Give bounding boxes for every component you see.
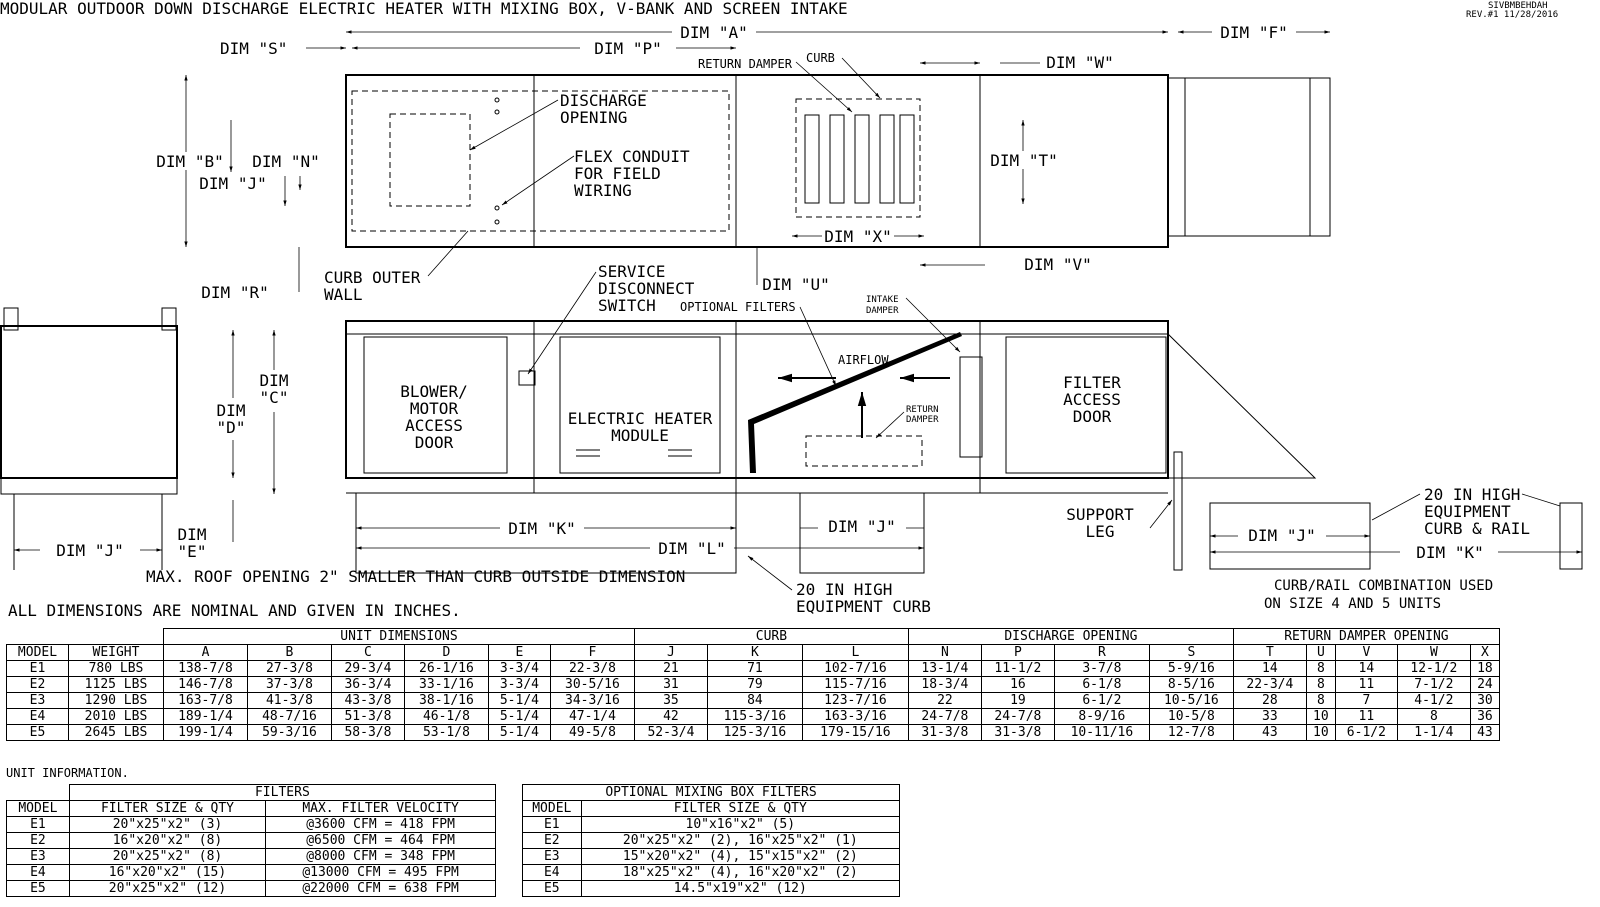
column-header: FILTER SIZE & QTY (69, 801, 265, 817)
end-view-outline (1, 326, 177, 478)
table-cell: 42 (634, 709, 707, 725)
table-cell: 10"x16"x2" (5) (581, 817, 899, 833)
table-cell: 10-11/16 (1054, 725, 1149, 741)
table-cell: 20"x25"x2" (8) (69, 849, 265, 865)
discharge-label-1: DISCHARGE (560, 91, 647, 110)
return-damper-blades (805, 115, 914, 203)
table-cell: 53-1/8 (404, 725, 488, 741)
discharge-opening-dashed (390, 114, 470, 206)
table-cell: 20"x25"x2" (12) (69, 881, 265, 897)
table-cell: @22000 CFM = 638 FPM (266, 881, 496, 897)
filter-label-2: ACCESS (1063, 390, 1121, 409)
table-cell: @6500 CFM = 464 FPM (266, 833, 496, 849)
table-cell: 35 (634, 693, 707, 709)
group-header: UNIT DIMENSIONS (163, 629, 634, 645)
table-cell: 49-5/8 (550, 725, 634, 741)
revision-label: REV.#1 11/28/2016 (1466, 10, 1559, 20)
table-cell: 2645 LBS (69, 725, 164, 741)
column-header: U (1306, 645, 1335, 661)
filter-label-1: FILTER (1063, 373, 1121, 392)
table-cell: 179-15/16 (802, 725, 908, 741)
disconnect-switch-icon (519, 371, 535, 385)
table-cell: 58-3/8 (331, 725, 404, 741)
support-leg (1174, 452, 1182, 570)
table-cell: 16"x20"x2" (8) (69, 833, 265, 849)
table-cell: 31-3/8 (908, 725, 981, 741)
table-cell: 18-3/4 (908, 677, 981, 693)
table-cell: 115-3/16 (707, 709, 802, 725)
group-header: FILTERS (69, 785, 495, 801)
curb20-label-1: 20 IN HIGH (796, 580, 893, 599)
column-header: K (707, 645, 802, 661)
table-cell: 24-7/8 (908, 709, 981, 725)
filters-table (6, 784, 496, 897)
table-cell: 30 (1470, 693, 1499, 709)
side-unit-outline (346, 321, 1168, 478)
heater-label-2: MODULE (611, 426, 669, 445)
table-cell: 4-1/2 (1397, 693, 1470, 709)
table-cell: 6-1/8 (1054, 677, 1149, 693)
table-cell: E1 (7, 661, 69, 677)
column-header: J (634, 645, 707, 661)
table-row (7, 865, 496, 881)
table-cell: 189-1/4 (163, 709, 247, 725)
table-cell: E2 (7, 833, 70, 849)
table-cell: E3 (523, 849, 582, 865)
group-header: OPTIONAL MIXING BOX FILTERS (523, 785, 900, 801)
dim-r-label: DIM "R" (201, 283, 269, 302)
dim-l-label: DIM "L" (658, 539, 726, 558)
table-cell: 10-5/16 (1149, 693, 1233, 709)
column-header: N (908, 645, 981, 661)
filter-label-3: DOOR (1072, 407, 1112, 426)
dim-j-label: DIM "J" (199, 174, 267, 193)
group-header: DISCHARGE OPENING (908, 629, 1233, 645)
table-cell: 12-1/2 (1397, 661, 1470, 677)
return-damper-side (806, 436, 922, 466)
dim-x-label: DIM "X" (824, 227, 892, 246)
table-cell: 31 (634, 677, 707, 693)
table-cell: E4 (7, 865, 70, 881)
table-cell: 125-3/16 (707, 725, 802, 741)
table-row (7, 817, 496, 833)
table-cell: 8-9/16 (1054, 709, 1149, 725)
table-cell: 28 (1233, 693, 1306, 709)
table-cell: E1 (523, 817, 582, 833)
table-cell: 163-3/16 (802, 709, 908, 725)
max-roof-note: MAX. ROOF OPENING 2" SMALLER THAN CURB OUTSIDE DIMENSION (146, 567, 686, 586)
column-header: A (163, 645, 247, 661)
table-group-header-row (7, 785, 496, 801)
table-cell: 33 (1233, 709, 1306, 725)
rail-label-2: EQUIPMENT (1424, 502, 1511, 521)
curb-rail-note-2: ON SIZE 4 AND 5 UNITS (1264, 596, 1442, 612)
table-cell: 24 (1470, 677, 1499, 693)
table-cell: 51-3/8 (331, 709, 404, 725)
table-cell: 5-9/16 (1149, 661, 1233, 677)
table-cell: 22-3/8 (550, 661, 634, 677)
rail-label-3: CURB & RAIL (1424, 519, 1530, 538)
table-cell: 1290 LBS (69, 693, 164, 709)
table-cell: 30-5/16 (550, 677, 634, 693)
table-group-header-row (7, 629, 1500, 645)
dim-p-label: DIM "P" (594, 39, 662, 58)
table-cell: 84 (707, 693, 802, 709)
table-cell: 138-7/8 (163, 661, 247, 677)
curb-top-label: CURB (806, 51, 835, 65)
table-cell: 34-3/16 (550, 693, 634, 709)
table-cell: 36-3/4 (331, 677, 404, 693)
return-damper-side-label-1: RETURN (906, 405, 939, 415)
rail-label-1: 20 IN HIGH (1424, 485, 1521, 504)
table-cell: 14.5"x19"x2" (12) (581, 881, 899, 897)
table-header-row (7, 801, 496, 817)
blower-label-3: ACCESS (405, 416, 463, 435)
table-cell: E1 (7, 817, 70, 833)
table-cell: 20"x25"x2" (2), 16"x25"x2" (1) (581, 833, 899, 849)
dim-w-label: DIM "W" (1046, 53, 1114, 72)
column-header: S (1149, 645, 1233, 661)
blank-cell (7, 785, 70, 801)
table-cell: 26-1/16 (404, 661, 488, 677)
table-cell: E2 (7, 677, 69, 693)
dim-j2-label: DIM "J" (828, 517, 896, 536)
table-cell: E4 (523, 865, 582, 881)
curb-rail-note-1: CURB/RAIL COMBINATION USED (1274, 578, 1494, 594)
table-cell: E3 (7, 693, 69, 709)
table-row (7, 725, 1500, 741)
dim-d-label-1: DIM (216, 401, 246, 420)
service-label-1: SERVICE (598, 262, 666, 281)
column-header: MODEL (7, 645, 69, 661)
table-cell: 38-1/16 (404, 693, 488, 709)
table-cell: E4 (7, 709, 69, 725)
table-cell: E5 (7, 881, 70, 897)
table-cell: 19 (981, 693, 1054, 709)
table-row (7, 661, 1500, 677)
table-cell: 102-7/16 (802, 661, 908, 677)
table-row (523, 881, 900, 897)
intake-screen-hood (1168, 334, 1315, 478)
rail-dim-j-label: DIM "J" (1248, 526, 1316, 545)
table-cell: 12-7/8 (1149, 725, 1233, 741)
table-cell: 79 (707, 677, 802, 693)
airflow-label: AIRFLOW (838, 353, 889, 367)
dim-f-label: DIM "F" (1220, 23, 1288, 42)
table-cell: 47-1/4 (550, 709, 634, 725)
table-cell: 14 (1335, 661, 1397, 677)
table-cell: 8 (1397, 709, 1470, 725)
table-cell: 21 (634, 661, 707, 677)
table-cell: 2010 LBS (69, 709, 164, 725)
table-cell: 8-5/16 (1149, 677, 1233, 693)
column-header: MODEL (7, 801, 70, 817)
curb-outer-label-2: WALL (324, 285, 363, 304)
table-cell: 22-3/4 (1233, 677, 1306, 693)
column-header: E (488, 645, 550, 661)
table-cell: 11 (1335, 709, 1397, 725)
service-label-2: DISCONNECT (598, 279, 695, 298)
table-cell: 5-1/4 (488, 725, 550, 741)
support-label-2: LEG (1085, 522, 1115, 541)
table-cell: 10 (1306, 709, 1335, 725)
dim-n-label: DIM "N" (252, 152, 320, 171)
table-cell: 10-5/8 (1149, 709, 1233, 725)
table-cell: E2 (523, 833, 582, 849)
group-header: CURB (634, 629, 908, 645)
table-cell: 146-7/8 (163, 677, 247, 693)
table-row (523, 849, 900, 865)
table-cell: 29-3/4 (331, 661, 404, 677)
table-header-row (7, 645, 1500, 661)
flex-label-2: FOR FIELD (574, 164, 661, 183)
table-cell: @8000 CFM = 348 FPM (266, 849, 496, 865)
table-cell: @13000 CFM = 495 FPM (266, 865, 496, 881)
table-row (7, 709, 1500, 725)
column-header: R (1054, 645, 1149, 661)
flex-label-3: WIRING (574, 181, 632, 200)
dim-u-label: DIM "U" (762, 275, 830, 294)
blower-label-1: BLOWER/ (400, 382, 468, 401)
dim-a-label: DIM "A" (680, 23, 748, 42)
table-cell: 18"x25"x2" (4), 16"x20"x2" (2) (581, 865, 899, 881)
table-cell: 3-7/8 (1054, 661, 1149, 677)
table-cell: 10 (1306, 725, 1335, 741)
table-cell: E3 (7, 849, 70, 865)
group-header: RETURN DAMPER OPENING (1233, 629, 1499, 645)
table-cell: 1-1/4 (1397, 725, 1470, 741)
table-cell: 780 LBS (69, 661, 164, 677)
table-cell: 3-3/4 (488, 677, 550, 693)
table-group-header-row (523, 785, 900, 801)
table-cell: 5-1/4 (488, 693, 550, 709)
column-header: WEIGHT (69, 645, 164, 661)
table-cell: 52-3/4 (634, 725, 707, 741)
table-cell: 33-1/16 (404, 677, 488, 693)
optional-filters-label: OPTIONAL FILTERS (680, 300, 796, 314)
curb-outer-label-1: CURB OUTER (324, 268, 421, 287)
table-row (523, 865, 900, 881)
return-damper-opening (796, 99, 920, 217)
table-cell: 22 (908, 693, 981, 709)
table-cell: 59-3/16 (247, 725, 331, 741)
dim-k-label: DIM "K" (508, 519, 576, 538)
table-cell: 8 (1306, 661, 1335, 677)
table-cell: 41-3/8 (247, 693, 331, 709)
table-cell: 36 (1470, 709, 1499, 725)
table-cell: @3600 CFM = 418 FPM (266, 817, 496, 833)
dim-c-label-2: "C" (259, 388, 289, 407)
table-cell: 7 (1335, 693, 1397, 709)
return-damper-side-label-2: DAMPER (906, 415, 939, 425)
dim-v-label: DIM "V" (1024, 255, 1092, 274)
column-header: W (1397, 645, 1470, 661)
table-cell: 7-1/2 (1397, 677, 1470, 693)
support-label-1: SUPPORT (1066, 505, 1134, 524)
column-header: C (331, 645, 404, 661)
table-row (7, 693, 1500, 709)
dim-e-label-1: DIM (177, 525, 207, 544)
intake-damper (960, 357, 982, 457)
table-row (523, 833, 900, 849)
table-cell: 11-1/2 (981, 661, 1054, 677)
table-cell: 37-3/8 (247, 677, 331, 693)
table-cell: 18 (1470, 661, 1499, 677)
intake-damper-label-1: INTAKE (866, 295, 899, 305)
table-cell: 43 (1233, 725, 1306, 741)
table-cell: 6-1/2 (1054, 693, 1149, 709)
table-cell: 43 (1470, 725, 1499, 741)
column-header: FILTER SIZE & QTY (581, 801, 899, 817)
dim-t-label: DIM "T" (990, 151, 1058, 170)
table-cell: 48-7/16 (247, 709, 331, 725)
table-cell: 6-1/2 (1335, 725, 1397, 741)
top-intake-hood (1168, 78, 1330, 236)
table-cell: 8 (1306, 693, 1335, 709)
table-header-row (523, 801, 900, 817)
dim-j-side-label: DIM "J" (56, 541, 124, 560)
column-header: P (981, 645, 1054, 661)
table-row (523, 817, 900, 833)
table-row (7, 833, 496, 849)
blower-label-4: DOOR (414, 433, 454, 452)
drawing-title: MODULAR OUTDOOR DOWN DISCHARGE ELECTRIC HEATER WITH MIXING BOX, V-BANK AND SCREEN INTAKE (0, 0, 848, 18)
table-cell: E5 (7, 725, 69, 741)
table-cell: 27-3/8 (247, 661, 331, 677)
column-header: MAX. FILTER VELOCITY (266, 801, 496, 817)
table-cell: 115-7/16 (802, 677, 908, 693)
table-cell: 13-1/4 (908, 661, 981, 677)
column-header: F (550, 645, 634, 661)
column-header: T (1233, 645, 1306, 661)
table-cell: 199-1/4 (163, 725, 247, 741)
drawing-id: SIVBMBEHDAH (1488, 1, 1548, 11)
table-cell: 14 (1233, 661, 1306, 677)
column-header: MODEL (523, 801, 582, 817)
table-row (7, 677, 1500, 693)
column-header: B (247, 645, 331, 661)
table-cell: 71 (707, 661, 802, 677)
intake-damper-label-2: DAMPER (866, 306, 899, 316)
rail-dim-k-label: DIM "K" (1416, 543, 1484, 562)
blower-label-2: MOTOR (409, 399, 459, 418)
curb20-label-2: EQUIPMENT CURB (796, 597, 931, 616)
service-label-3: SWITCH (598, 296, 656, 315)
table-cell: 16 (981, 677, 1054, 693)
table-cell: 43-3/8 (331, 693, 404, 709)
blank-cell (7, 629, 164, 645)
table-cell: 46-1/8 (404, 709, 488, 725)
top-view (150, 23, 1330, 304)
dim-s-label: DIM "S" (220, 39, 288, 58)
column-header: V (1335, 645, 1397, 661)
side-view (1, 262, 1582, 616)
mixing-box-filters-table (522, 784, 900, 897)
table-row (7, 849, 496, 865)
table-cell: 11 (1335, 677, 1397, 693)
heater-label-1: ELECTRIC HEATER (567, 409, 713, 428)
dim-e-label-2: "E" (177, 542, 207, 561)
return-damper-top-label: RETURN DAMPER (698, 57, 792, 71)
discharge-label-2: OPENING (560, 108, 628, 127)
table-cell: 8 (1306, 677, 1335, 693)
column-header: X (1470, 645, 1499, 661)
table-cell: 20"x25"x2" (3) (69, 817, 265, 833)
dim-d-label-2: "D" (216, 418, 246, 437)
table-cell: 1125 LBS (69, 677, 164, 693)
heater-module-panel (560, 337, 720, 473)
table-cell: 31-3/8 (981, 725, 1054, 741)
table-cell: E5 (523, 881, 582, 897)
table-cell: 15"x20"x2" (4), 15"x15"x2" (2) (581, 849, 899, 865)
table-row (7, 881, 496, 897)
table-cell: 24-7/8 (981, 709, 1054, 725)
table-cell: 5-1/4 (488, 709, 550, 725)
dim-b-label: DIM "B" (156, 152, 224, 171)
dim-c-label-1: DIM (259, 371, 289, 390)
column-header: D (404, 645, 488, 661)
table-cell: 163-7/8 (163, 693, 247, 709)
column-header: L (802, 645, 908, 661)
unit-info-label: UNIT INFORMATION. (6, 766, 129, 780)
table-cell: 3-3/4 (488, 661, 550, 677)
table-cell: 16"x20"x2" (15) (69, 865, 265, 881)
nominal-note: ALL DIMENSIONS ARE NOMINAL AND GIVEN IN INCHES. (8, 601, 461, 620)
table-cell: 123-7/16 (802, 693, 908, 709)
dimensions-table (6, 628, 1500, 741)
flex-label-1: FLEX CONDUIT (574, 147, 690, 166)
